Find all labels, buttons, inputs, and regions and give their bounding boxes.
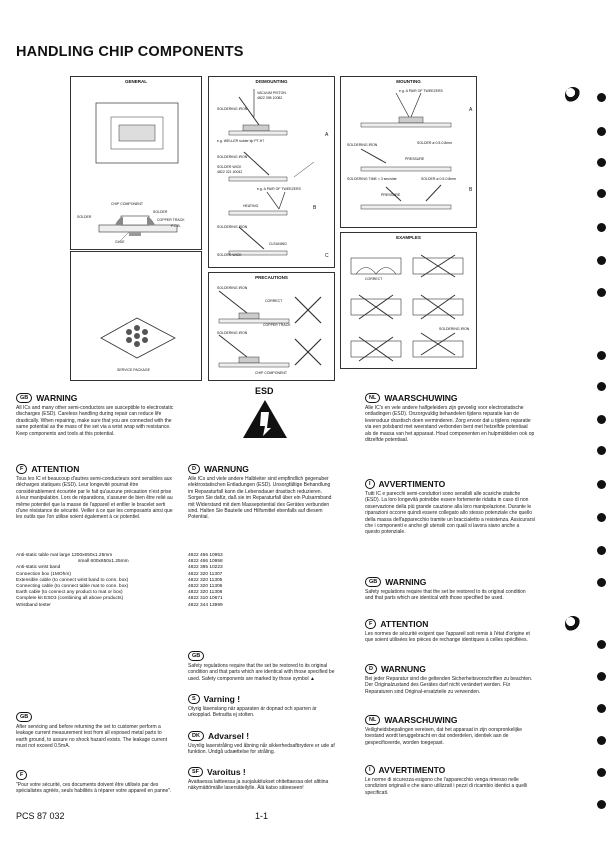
part-code: 4822 466 10953 xyxy=(188,553,223,558)
document-code: PCS 87 032 xyxy=(16,811,65,821)
part-code: 4822 320 11306 xyxy=(188,584,223,590)
f-attention2-section xyxy=(365,619,535,644)
part-name: small 600x650x1.25mm xyxy=(78,559,129,565)
dismounting-panel xyxy=(208,76,335,268)
section-body: All ICs and many other semi-conductors are susceptible to electrostatic discharges (ESD). Careless handling during repair can reduce life drastically. When repairing, make sure that you are connected with the same potential as the mass of the set via a wrist wrap with resistance. Keep components and tools at this potential. xyxy=(16,405,174,437)
binder-hole-icon xyxy=(597,704,606,713)
mount-step-a-label: A xyxy=(469,107,473,113)
binder-hole-icon xyxy=(597,351,606,360)
language-badge: F xyxy=(365,619,376,629)
safety-triangle-icon: ▲ xyxy=(310,675,315,682)
binder-hole-icon xyxy=(597,736,606,745)
part-code: 4822 310 10671 xyxy=(188,596,223,602)
soldering-iron-label: SOLDERING IRON xyxy=(217,107,248,111)
step-a-label: A xyxy=(325,132,329,138)
parts-names xyxy=(16,553,181,609)
binder-hole-icon xyxy=(597,578,606,587)
language-badge: D xyxy=(365,664,377,674)
mount-tweezers-label: e.g. A PAIR OF TWEEZERS xyxy=(399,89,443,93)
mounting-label: MOUNTING xyxy=(396,79,421,84)
wick-code-label: 4822 321 40042 xyxy=(217,170,243,174)
binder-hole-icon xyxy=(597,93,606,102)
binder-hole-icon xyxy=(597,768,606,777)
page-title: HANDLING CHIP COMPONENTS xyxy=(16,44,244,60)
examples-label: EXAMPLES xyxy=(396,235,421,240)
d-warnung2-section xyxy=(365,664,535,695)
examples-panel xyxy=(340,232,477,369)
language-badge: DK xyxy=(188,731,204,741)
dk-advarsel-section xyxy=(188,731,338,756)
precautions-soldering-iron-label: SOLDERING IRON xyxy=(217,286,248,290)
page-number: 1-1 xyxy=(255,811,269,821)
part-code: 4822 320 11307 xyxy=(188,571,223,577)
part-name: Connecting cable (to connect table mat to conn. box) xyxy=(16,584,129,590)
section-heading: Varning ! xyxy=(203,693,241,704)
esd-warning-icon xyxy=(241,398,289,440)
part-name: Anti-static wrist band xyxy=(16,565,61,571)
part-code: 4822 466 10958 xyxy=(188,559,223,565)
binder-hole-icon xyxy=(597,672,606,681)
solder-label: SOLDER xyxy=(77,215,92,219)
mount-step-b-label: B xyxy=(469,187,473,193)
s-varning-section xyxy=(188,694,338,719)
sf-varoitus-section xyxy=(188,767,338,792)
mount-soldering-iron-label: SOLDERING IRON xyxy=(347,143,378,147)
heating-label: HEATING xyxy=(243,204,259,208)
binder-hole-icon xyxy=(597,640,606,649)
section-heading: Varoitus ! xyxy=(207,766,246,777)
precautions-label: PRECAUTIONS xyxy=(255,275,288,280)
vacuum-piston-label: VACUUM PISTON xyxy=(257,91,286,95)
precautions-copper-track-label: COPPER TRACK xyxy=(263,323,291,327)
step-b-label: B xyxy=(313,205,317,211)
language-badge: NL xyxy=(365,715,380,725)
pcb-label: P.C.B. xyxy=(171,224,181,228)
esd-label: ESD xyxy=(255,386,274,396)
precautions-chip-label: CHIP COMPONENT xyxy=(255,371,288,375)
section-heading: ATTENTION xyxy=(380,618,429,629)
registration-mark-icon xyxy=(565,616,581,632)
i-avvertimento2-section xyxy=(365,765,535,796)
language-badge: GB xyxy=(365,577,381,587)
section-body: Tous les IC et beaucoup d'autres semi-conducteurs sont sensibles aux décharges statiques (ESD). Leur longevité pourrait être considérablement écourtée par le fait qu'aucune précaution n'est prise à leur manipulation. Lors de réparations, s'assurer de bien être relié au même potentiel que la masse de l'appareil et enfiler le bracelet serti d'une résistance de sécurité. Veiller à ce que les composants ainsi que les outils que l'on utilise soient également à ce potentiel. xyxy=(16,476,173,521)
soldering-iron-label-2: SOLDERING IRON xyxy=(217,155,248,159)
chip-cross-section-drawing xyxy=(71,77,201,249)
section-body: Safety regulations require that the set be restored to its original condition and that parts which are identical with those specified be used. xyxy=(365,589,526,602)
solder-spec-label: SOLDER ø 0.5-0.8mm xyxy=(417,141,453,145)
soldering-iron-label-3: SOLDERING IRON xyxy=(217,225,248,229)
gb-warning-section xyxy=(16,393,174,437)
section-heading: WAARSCHUWING xyxy=(384,714,458,725)
part-code: 4822 320 11305 xyxy=(188,577,223,583)
weller-label: e.g. WELLER solder tip PT-H7 xyxy=(217,139,265,143)
copper-track-label: COPPER TRACK xyxy=(157,218,185,222)
binder-hole-icon xyxy=(597,288,606,297)
part-code: 4822 395 10223 xyxy=(188,565,223,571)
vacuum-code-label: 4822 395 10082 xyxy=(257,96,283,100)
correct-label: CORRECT xyxy=(365,277,383,281)
part-name: Extensible cable (to connect wrist band to conn. box) xyxy=(16,577,129,583)
part-code: 4822 344 13999 xyxy=(188,602,223,608)
section-heading: Advarsel ! xyxy=(207,730,250,741)
binder-hole-icon xyxy=(597,415,606,424)
section-heading: WARNING xyxy=(36,392,78,403)
language-badge: F xyxy=(16,770,27,780)
step-c-label: C xyxy=(325,253,329,259)
section-heading: ATTENTION xyxy=(31,463,80,474)
gb-service-section xyxy=(16,712,174,750)
glue-label: GLUE xyxy=(115,240,125,244)
section-body: Otyrig läsenslang när apparaten är dopnad och sparren är urkopplad. Betradta ej stolten. xyxy=(188,706,317,719)
binder-hole-icon xyxy=(597,480,606,489)
solder-wick-label-2: SOLDER WICK xyxy=(217,253,242,257)
section-heading: WAARSCHUWING xyxy=(384,392,458,403)
section-body: Alle IC's en vele andere halfgeleiders zijn gevoelig voor electrostatische ontladingen (ESD). Onzorgvuldig behandelen tijdens reparatie kan de levensduur drastisch doen verminderen. Zorg ervoor dat u tijdens reparatie via een polsband met weerstand verbonden bent met hetzelfde potentiaal als de massa van het apparaat. Houd componenten en hulpmiddelen ook op ditzelfde potentiaal. xyxy=(365,405,535,444)
language-badge: I xyxy=(365,765,375,775)
d-warnung-section xyxy=(188,464,336,521)
section-body: Les normes de sécurité exigent que l'appareil soit remis à l'état d'origine et que soient utilisées les pièces de rechange identiques à celles spécifiées. xyxy=(365,631,530,644)
section-body: Safety regulations require that the set be restored to its original condition and that parts which are identical with those specified be used. Safety components are marked by those symbol ▲ xyxy=(188,663,335,682)
precautions-soldering-iron-label-2: SOLDERING IRON xyxy=(217,331,248,335)
service-package-label: SERVICE PACKAGE xyxy=(117,368,150,372)
language-badge: GB xyxy=(188,651,204,661)
binder-hole-icon xyxy=(597,446,606,455)
mounting-panel xyxy=(340,76,477,228)
binder-hole-icon xyxy=(597,513,606,522)
section-body: Le norme di sicurezza esigono che l'apparecchio venga rimesso nelle condizioni originali e che siano utilizzati i pezzi di ricambio identici a quelli specificati. xyxy=(365,777,528,796)
section-heading: AVVERTIMENTO xyxy=(378,764,446,775)
f-securite-section xyxy=(16,770,174,795)
cleaning-label: CLEANING xyxy=(269,242,287,246)
solder-label-right: SOLDER xyxy=(153,210,168,214)
part-name: Earth cable (to connect any product to mat or box) xyxy=(16,590,123,596)
binder-hole-icon xyxy=(597,223,606,232)
section-body: Usynlig laserstråling ved åbning når sikkerhedsafbrydere er ude af funktion. Undgå udsættelse for stråling. xyxy=(188,743,335,756)
part-name: Complete kit ESD3 (combining all above products) xyxy=(16,596,124,602)
nl-waarschuwing-section xyxy=(365,393,535,443)
chip-component-label: CHIP COMPONENT xyxy=(111,202,144,206)
precautions-panel xyxy=(208,272,335,381)
mounting-drawing xyxy=(341,77,476,227)
part-name: Connection box (1MOhm) xyxy=(16,571,71,577)
i-avvertimento-section xyxy=(365,479,535,536)
language-badge: I xyxy=(365,479,375,489)
section-heading: WARNUNG xyxy=(203,463,249,474)
section-heading: WARNING xyxy=(385,576,427,587)
section-body: Veiligheidsbepalingen vereisen, dat het apparaat in zijn oorspronkelijke toestand wordt teruggebracht en dat onderdelen, identiek aan de gespecificeerde, worden toegepast. xyxy=(365,727,523,746)
binder-hole-icon xyxy=(597,256,606,265)
binder-hole-icon xyxy=(597,158,606,167)
binder-hole-icon xyxy=(597,189,606,198)
pressure-label: PRESSURE xyxy=(405,157,425,161)
gb-safety-section xyxy=(188,651,338,682)
precautions-correct-label: CORRECT xyxy=(265,299,283,303)
language-badge: D xyxy=(188,464,200,474)
section-body: Tutti IC e parecchi semi-conduttori sono sensibili alle scariche statiche (ESD). La loro longevità potrebbe essere fortemente ridatta in caso di non osservazione della più grande cauzione alla loro manipolazione. Durante le riparazioni occorre quindi essere collegato allo stesso potenziale che quello della massa dell'apparecchio tramite un braccialetto a resistenza. Assicurarsi che i componenti e anche gli utensili con quali si lavora siano anche a questo potenziale. xyxy=(365,491,535,536)
dismounting-label: DISMOUNTING xyxy=(255,79,288,84)
section-body: "Pour votre sécurité, ces documents doivent être utilisés par des spécialistes agréés, seuls habilités à réparer votre appareil en panne". xyxy=(16,782,172,795)
section-heading: AVVERTIMENTO xyxy=(378,478,446,489)
general-panel xyxy=(70,76,202,250)
language-badge: SF xyxy=(188,767,203,777)
mount-solder-spec-label: SOLDER ø 0.5-0.8mm xyxy=(421,177,457,181)
service-package-drawing xyxy=(71,252,201,380)
language-badge: NL xyxy=(365,393,380,403)
examples-drawing xyxy=(341,233,476,368)
f-attention-section xyxy=(16,464,174,521)
section-body: Bei jeder Reparatur sind die geltenden Sicherheitsvorschriften zu beachten. Der Originalzustand des Gerätes darf nicht verändert werden. Für Reparaturen sind Original-ersatzteile zu verwenden. xyxy=(365,676,533,695)
section-heading: WARNUNG xyxy=(380,663,426,674)
binder-hole-icon xyxy=(597,382,606,391)
language-badge: F xyxy=(16,464,27,474)
language-badge: GB xyxy=(16,393,32,403)
general-label: GENERAL xyxy=(124,79,147,84)
language-badge: GB xyxy=(16,712,32,722)
section-body: Alle ICs und viele andere Halbleiter sind empfindlich gegenuber elektrostatischen Entladungen (ESD). Unsorgfältige Behandlung im Reparaturfall kann die Lebensdauer drastisch reduzieren. Sorgen Sie dafür, daß sie im Reparaturfall über ein Pulsarmband mit Widerstand mit dem Massepotential des Gerätes verbunden sind. Halten Sie Bauteile und Hilfsmittel ebenfalls auf diesem Potential. xyxy=(188,476,332,521)
binder-hole-icon xyxy=(597,800,606,809)
part-name: Anti-static table mat large 1200x650x1.25mm xyxy=(16,553,113,558)
parts-codes xyxy=(188,553,258,609)
soldering-time-label: SOLDERING TIME < 3 sec/side xyxy=(347,177,397,181)
binder-hole-icon xyxy=(597,127,606,136)
solder-wick-label: SOLDER WICK xyxy=(217,165,242,169)
mount-pressure-label: PRESSURE xyxy=(381,193,401,197)
tweezers-label: e.g. A PAIR OF TWEEZERS xyxy=(257,187,301,191)
nl-waarschuwing2-section xyxy=(365,715,535,746)
part-name: Wristband tester xyxy=(16,602,51,608)
registration-mark-icon xyxy=(565,87,581,103)
examples-soldering-iron-label: SOLDERING IRON xyxy=(439,327,470,331)
section-body: Avattaessa laitteessa ja suojalukitukset ohitettaessa olet alttiina näkymättömälle lasersäteilylle. Älä katso säteeseen! xyxy=(188,779,329,792)
part-code: 4822 320 11308 xyxy=(188,590,223,596)
section-body: After servicing and before returning the set to customer perform a leakage current measurement test from all exposed metal parts to earth ground, to assure no shock hazard exists. The leakage current must not exceed 0.5mA. xyxy=(16,724,168,750)
gb-warning2-section xyxy=(365,577,535,602)
language-badge: S xyxy=(188,694,200,704)
binder-hole-icon xyxy=(597,546,606,555)
service-package-panel xyxy=(70,251,202,381)
